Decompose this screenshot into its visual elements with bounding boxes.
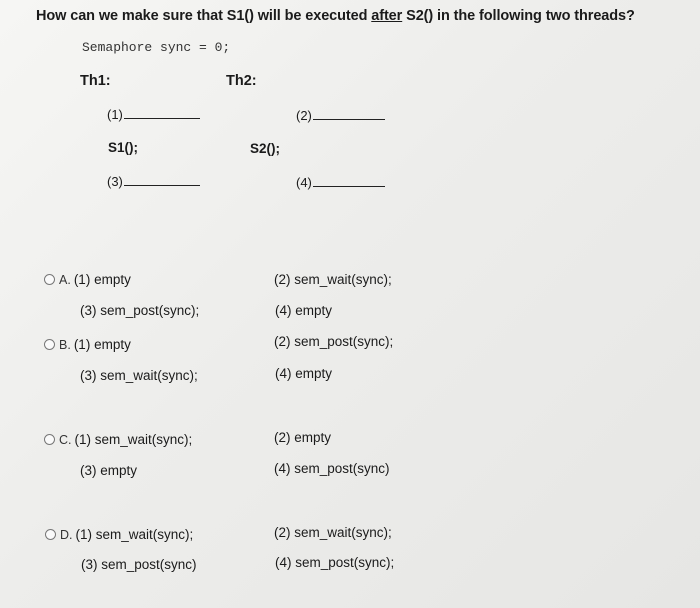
blank-1-label: (1) [107,107,123,122]
thread1-blank-3 [107,174,200,189]
option-c-letter: C. [59,433,72,447]
option-d-left2: (3) sem_post(sync) [81,557,197,572]
thread2-blank-2 [296,108,385,123]
blank-4-label: (4) [296,175,312,190]
option-a-left1: (1) empty [73,272,131,287]
option-d-letter: D. [60,528,73,542]
radio-b[interactable] [44,339,55,350]
option-a[interactable] [44,272,131,287]
option-c[interactable] [44,432,192,447]
option-a-left2: (3) sem_post(sync); [80,303,200,318]
option-d-left1: (1) sem_wait(sync); [75,527,194,542]
option-a-right2: (4) empty [275,303,333,318]
option-b-letter: B. [59,338,71,352]
thread2-label: Th2: [226,73,257,89]
option-b-right2: (4) empty [275,366,333,381]
blank-3-line [124,184,200,186]
option-c-right2: (4) sem_post(sync) [274,461,390,476]
option-a-right1: (2) sem_wait(sync); [274,272,392,287]
option-b-left2: (3) sem_wait(sync); [80,368,198,383]
question-text [36,8,635,24]
radio-c[interactable] [44,434,55,445]
option-b[interactable] [44,337,131,352]
thread1-statement: S1(); [108,140,138,155]
option-c-left2: (3) empty [80,463,138,478]
radio-d[interactable] [45,529,56,540]
option-c-right1: (2) empty [274,430,332,445]
semaphore-declaration: Semaphore sync = 0; [82,40,231,55]
thread1-blank-1 [107,107,200,122]
blank-4-line [313,185,385,187]
thread2-blank-4 [296,175,385,190]
option-b-left1: (1) empty [73,337,131,352]
blank-1-line [124,117,200,119]
question-underlined-word: after [371,8,403,24]
option-d-right2: (4) sem_post(sync); [275,555,395,570]
blank-3-label: (3) [107,174,123,189]
question-prefix: How can we make sure that S1() will be executed [36,8,372,24]
blank-2-label: (2) [296,108,312,123]
option-d-right1: (2) sem_wait(sync); [274,525,392,540]
blank-2-line [313,118,385,120]
question-suffix: S2() in the following two threads? [402,8,635,24]
radio-a[interactable] [44,274,55,285]
option-d[interactable] [45,527,193,542]
option-a-letter: A. [59,273,71,287]
option-b-right1: (2) sem_post(sync); [274,334,394,349]
option-c-left1: (1) sem_wait(sync); [74,432,193,447]
thread1-label: Th1: [80,73,111,89]
thread2-statement: S2(); [250,141,280,156]
